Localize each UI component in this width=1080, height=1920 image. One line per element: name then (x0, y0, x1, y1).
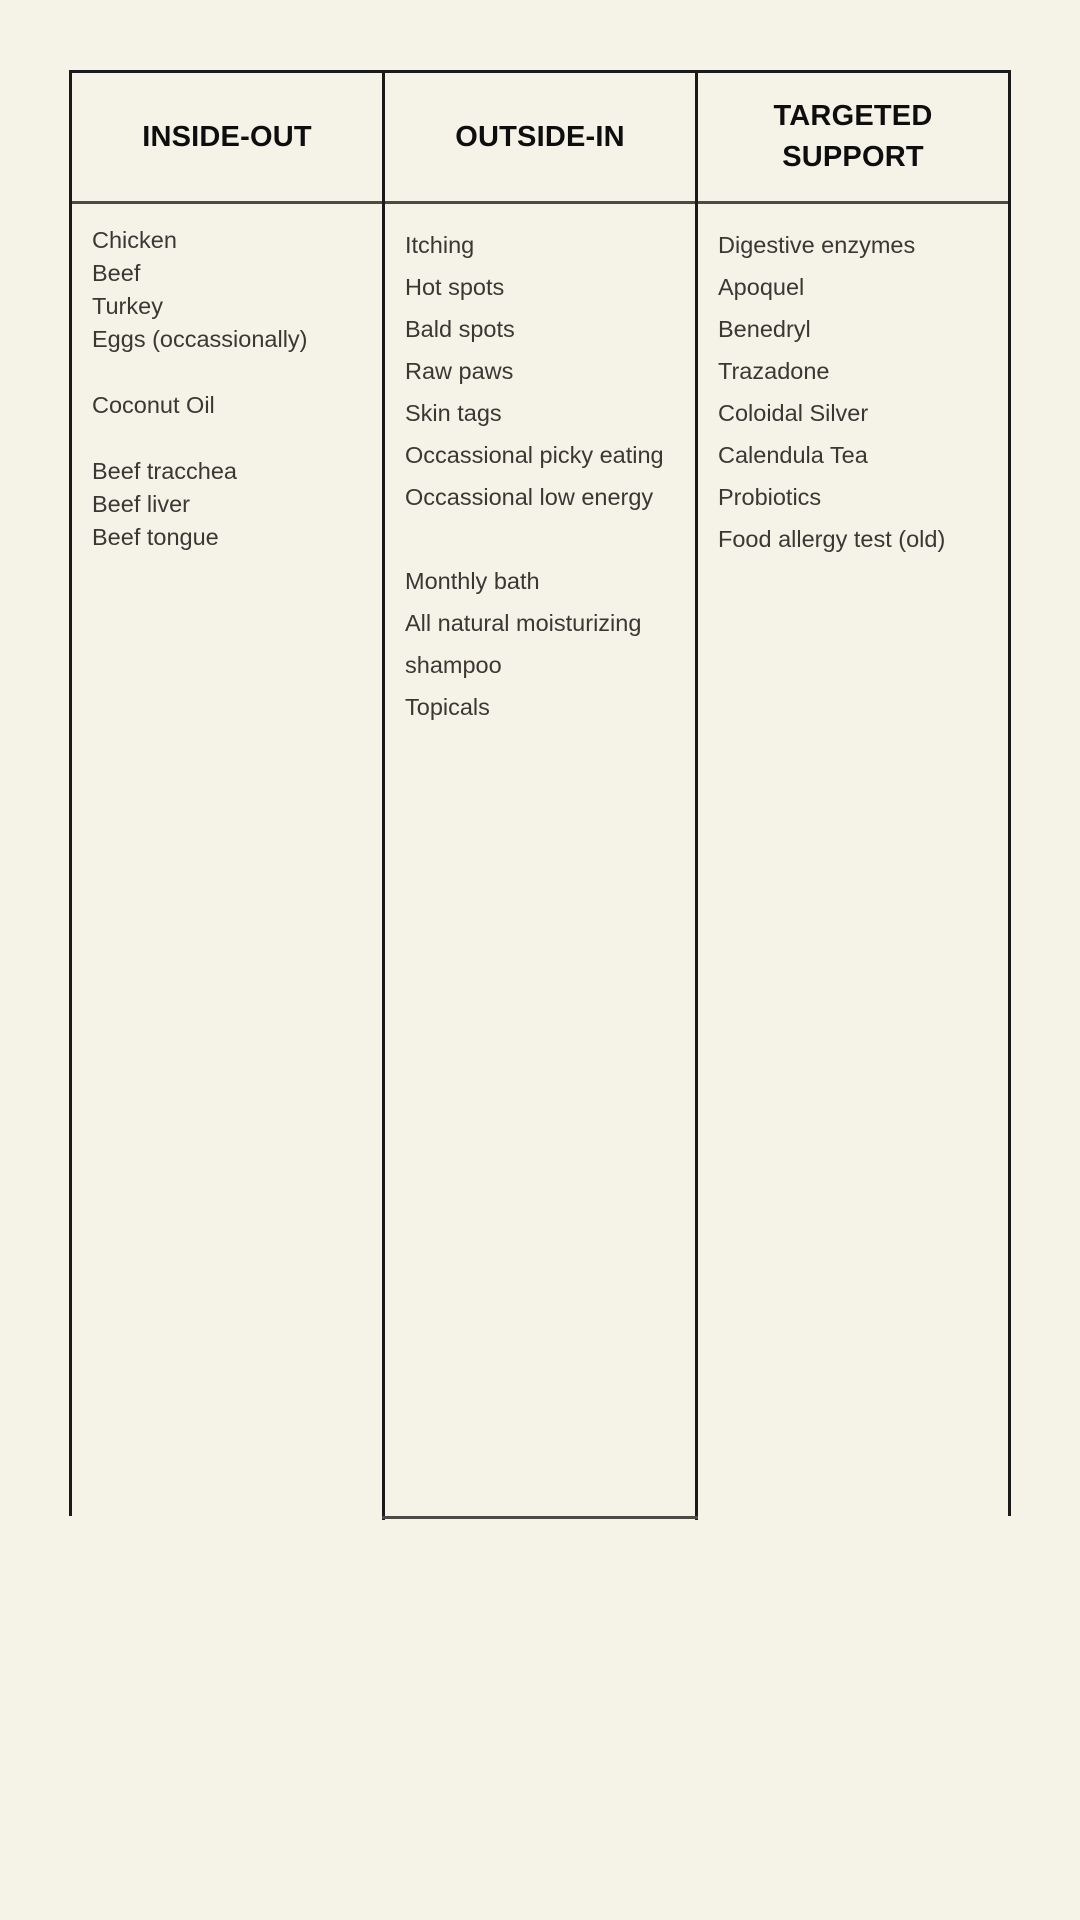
list-item: Occassional low energy (405, 484, 654, 510)
middle-column-bottom-border (382, 1516, 698, 1519)
list-item: Beef tracchea (92, 458, 238, 484)
group-spacer (405, 518, 664, 560)
list-item: Benedryl (718, 316, 811, 342)
list-item: Apoquel (718, 274, 805, 300)
list-item: Coloidal Silver (718, 400, 869, 426)
group-spacer (92, 422, 308, 455)
list-item: Trazadone (718, 358, 830, 384)
list-item: Monthly bath (405, 568, 540, 594)
column-border-left (69, 70, 72, 1516)
column-header-inside-out (72, 73, 382, 201)
list-item: Raw paws (405, 358, 514, 384)
list-item: Occassional picky eating (405, 442, 664, 468)
column-header-targeted-support (698, 73, 1008, 201)
list-item: All natural moisturizing (405, 610, 642, 636)
list-item: Food allergy test (old) (718, 526, 946, 552)
list-item: Digestive enzymes (718, 232, 916, 258)
column-outside-in-items (405, 224, 664, 728)
list-item: Beef (92, 260, 141, 286)
list-item: Turkey (92, 293, 163, 319)
list-item: shampoo (405, 652, 502, 678)
column-inside-out-items (92, 224, 308, 554)
column-border-1 (382, 70, 385, 1520)
list-item: Bald spots (405, 316, 515, 342)
column-header-label: INSIDE-OUT (142, 120, 312, 153)
column-targeted-support-items (718, 224, 945, 560)
column-header-label: TARGETED SUPPORT (773, 100, 933, 173)
column-border-2 (695, 70, 698, 1520)
group-spacer (92, 356, 308, 389)
list-item: Itching (405, 232, 475, 258)
list-item: Hot spots (405, 274, 505, 300)
list-item: Coconut Oil (92, 392, 215, 418)
list-item: Beef liver (92, 491, 190, 517)
column-border-right (1008, 70, 1011, 1516)
list-item: Beef tongue (92, 524, 219, 550)
list-item: Probiotics (718, 484, 822, 510)
list-item: Calendula Tea (718, 442, 868, 468)
list-item: Skin tags (405, 400, 502, 426)
list-item: Chicken (92, 227, 177, 253)
column-header-label: OUTSIDE-IN (455, 120, 625, 153)
header-divider (69, 201, 1011, 204)
column-header-outside-in (385, 73, 695, 201)
list-item: Eggs (occassionally) (92, 326, 308, 352)
list-item: Topicals (405, 694, 490, 720)
